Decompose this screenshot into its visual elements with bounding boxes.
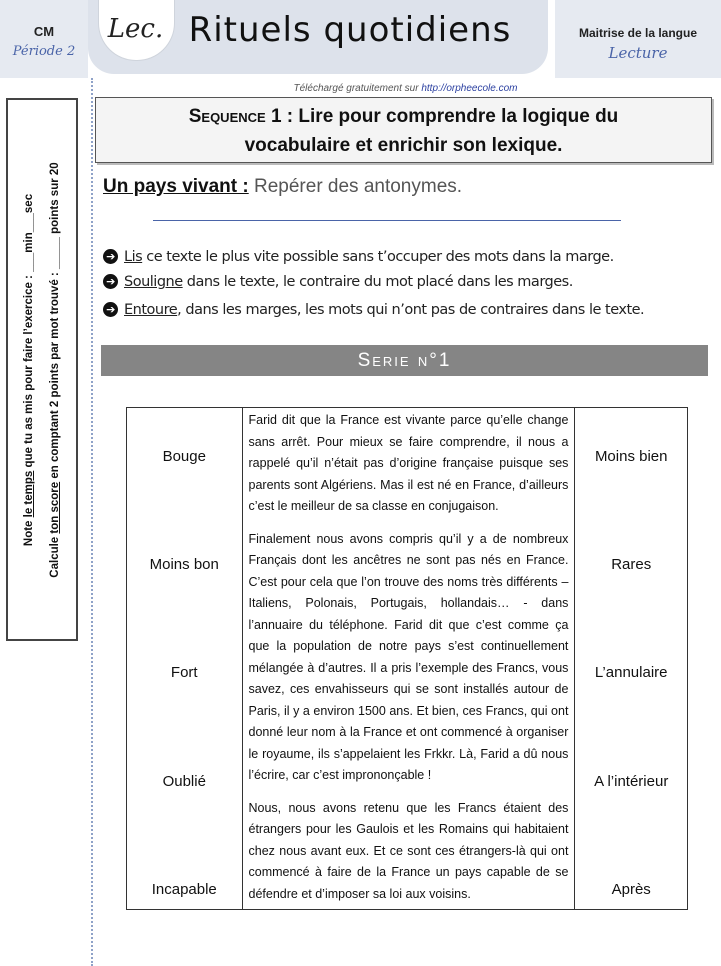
margin-word-right: A l’intérieur (594, 773, 669, 790)
margin-word-left: Fort (170, 664, 198, 681)
serie-banner: Serie n°1 (101, 345, 708, 376)
score-box (6, 98, 78, 641)
margin-word-left: Bouge (162, 448, 206, 465)
header-subject-panel (555, 0, 721, 78)
subject-label: Maitrise de la langue (578, 26, 698, 40)
arrow-right-icon: ➔ (103, 274, 118, 289)
text-paragraph: Finalement nous avons compris qu’il y a de nombreux Français dont les ancêtres ne sont pas nés en France. C’est pour cela que l’on trouve des noms très différents – Italiens, Polonais, Portugais, hollandais… - dans l’annuaire du téléphone. Farid dit que c’est comme ça que la population de notre pays s’est continuellement mélangée à d’autres. Il a pris l’exemple des Francs, vous savez, ces envahisseurs qui se sont installés autour de Paris, il y a environ 1500 ans. Et bien, ces Francs, qui ont donné leur nom à la France et ont commencé à organiser le royaume, ils s’appelaient les Frkkr. Là, Farid a dû nous l’écrire, car c’est imprononçable ! (248, 531, 569, 782)
sequence-label: Sequence 1 (188, 106, 282, 127)
instruction-underline: ➔ Souligne dans le texte, le contraire du mot placé dans les marges. (103, 274, 573, 290)
level-label: CM (33, 24, 55, 39)
download-prefix: Téléchargé gratuitement sur (293, 83, 422, 94)
margin-word-right: L’annulaire (594, 664, 668, 681)
section-divider (153, 220, 621, 221)
margin-word-right: Rares (611, 556, 652, 573)
download-link[interactable]: http://orpheecole.com (421, 83, 518, 94)
domain-label: Lecture (608, 44, 668, 62)
sequence-text-1: : Lire pour comprendre la logique du (281, 106, 619, 127)
text-column (242, 408, 575, 910)
right-margin-column (575, 408, 688, 910)
margin-word-left: Moins bon (149, 556, 219, 573)
sequence-box (95, 97, 712, 163)
margin-word-right: Après (611, 881, 651, 898)
instruction-read: ➔ Lis ce texte le plus vite possible sans t’occuper des mots dans la marge. (103, 249, 614, 265)
time-instruction: Note le temps que tu as mis pour faire l’exercice : ___min___sec (23, 193, 35, 546)
text-paragraph: Nous, nous avons retenu que les Francs étaient des étrangers pour les Gaulois et les Romains qui habitaient chez nous avant eux. Et ce sont ces étrangers-là qui ont commencé à faire de la France un pays capable de se défendre et d’imposer sa loi aux voisins. (248, 800, 569, 901)
sequence-text-2: vocabulaire et enrichir son lexique. (244, 135, 563, 156)
exercise-table (126, 407, 688, 910)
arrow-right-icon: ➔ (103, 302, 118, 317)
header-level-panel (0, 0, 88, 78)
period-label: Période 2 (12, 44, 76, 59)
section-heading (103, 176, 462, 198)
margin-word-right: Moins bien (594, 448, 668, 465)
text-paragraph: Farid dit que la France est vivante parce qu’elle change sans arrêt. Pour mieux se faire comprendre, il nous a rappelé qu’il n’était pas d’origine française puisque ses parents sont Algériens. Mas il est né en France, d’ailleurs c’est le meilleur de sa classe en conjugaison. (248, 413, 569, 513)
section-subtitle: Repérer des antonymes. (248, 176, 463, 197)
page-title: Rituels quotidiens (188, 10, 512, 50)
download-notice (90, 83, 721, 94)
section-title: Un pays vivant : (103, 176, 249, 197)
margin-dotted-line (91, 78, 93, 966)
left-margin-column (127, 408, 243, 910)
score-instruction: Calcule ton score en comptant 2 points par mot trouvé : _____ points sur 20 (49, 161, 61, 578)
margin-word-left: Incapable (151, 881, 217, 898)
instruction-circle: ➔ Entoure, dans les marges, les mots qui n’ont pas de contraires dans le texte. (103, 302, 644, 318)
arrow-right-icon: ➔ (103, 249, 118, 264)
margin-word-left: Oublié (162, 773, 206, 790)
lec-logo-text: Lec. (107, 14, 164, 44)
